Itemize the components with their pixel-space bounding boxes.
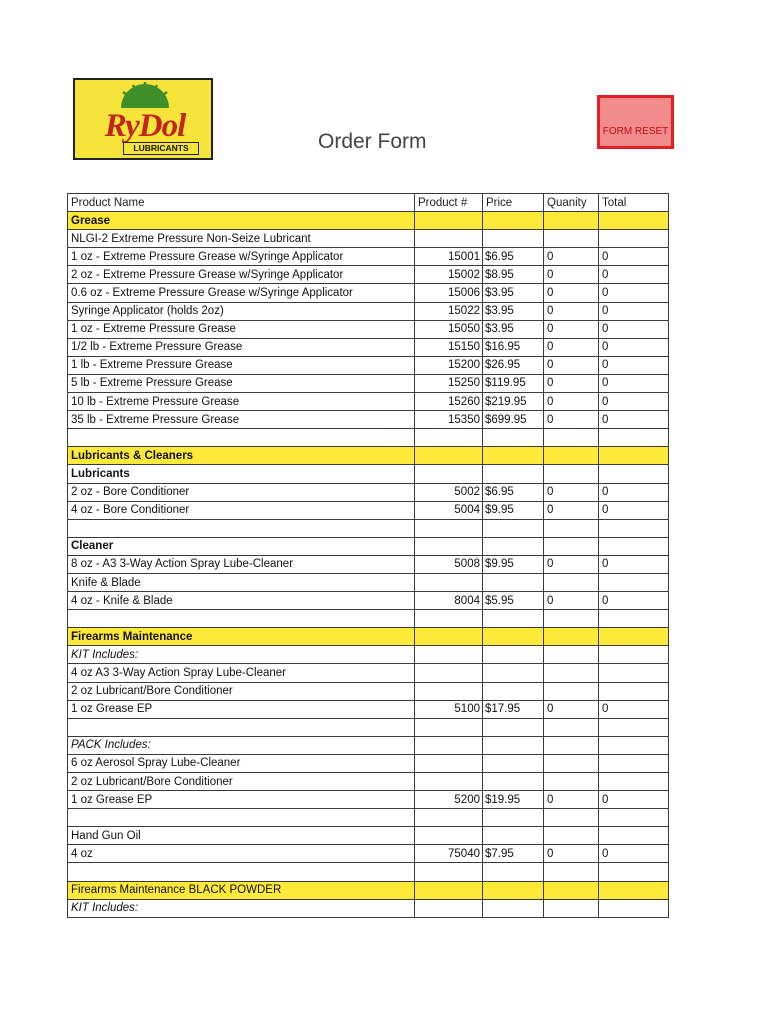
product-name: 35 lb - Extreme Pressure Grease xyxy=(68,411,415,429)
empty-cell xyxy=(415,610,483,628)
empty-cell xyxy=(544,773,599,791)
row-label: Knife & Blade xyxy=(68,573,415,591)
table-row xyxy=(68,573,669,591)
quantity-field[interactable]: 0 xyxy=(544,356,599,374)
empty-cell xyxy=(483,610,544,628)
empty-cell xyxy=(483,519,544,537)
product-number: 5100 xyxy=(415,700,483,718)
empty-cell xyxy=(544,519,599,537)
quantity-field[interactable]: 0 xyxy=(544,845,599,863)
table-row xyxy=(68,863,669,881)
empty-cell xyxy=(483,736,544,754)
product-price: $5.95 xyxy=(483,592,544,610)
empty-cell xyxy=(415,881,483,899)
product-price: $699.95 xyxy=(483,411,544,429)
header-price: Price xyxy=(483,194,544,212)
product-number: 8004 xyxy=(415,592,483,610)
quantity-field[interactable]: 0 xyxy=(544,302,599,320)
table-row xyxy=(68,773,669,791)
empty-cell xyxy=(415,646,483,664)
product-number: 15350 xyxy=(415,411,483,429)
product-row xyxy=(68,411,669,429)
empty-cell xyxy=(415,718,483,736)
product-name: 5 lb - Extreme Pressure Grease xyxy=(68,374,415,392)
empty-cell xyxy=(599,465,669,483)
total-value: 0 xyxy=(599,555,669,573)
empty-cell xyxy=(544,664,599,682)
quantity-field[interactable]: 0 xyxy=(544,483,599,501)
total-value: 0 xyxy=(599,248,669,266)
product-price: $3.95 xyxy=(483,284,544,302)
product-row xyxy=(68,284,669,302)
empty-cell xyxy=(599,429,669,447)
section-header-row xyxy=(68,881,669,899)
empty-cell xyxy=(599,827,669,845)
product-row xyxy=(68,338,669,356)
total-value: 0 xyxy=(599,266,669,284)
product-row xyxy=(68,302,669,320)
empty-cell xyxy=(415,863,483,881)
quantity-field[interactable]: 0 xyxy=(544,791,599,809)
empty-cell xyxy=(599,537,669,555)
product-price: $26.95 xyxy=(483,356,544,374)
product-price: $9.95 xyxy=(483,555,544,573)
quantity-field[interactable]: 0 xyxy=(544,374,599,392)
kit-label-row xyxy=(68,899,669,917)
empty-cell xyxy=(544,628,599,646)
product-row xyxy=(68,393,669,411)
row-label: Cleaner xyxy=(68,537,415,555)
section-header-row xyxy=(68,628,669,646)
row-label: PACK Includes: xyxy=(68,736,415,754)
empty-cell xyxy=(599,646,669,664)
empty-cell xyxy=(483,628,544,646)
product-number: 15250 xyxy=(415,374,483,392)
table-row xyxy=(68,230,669,248)
quantity-field[interactable]: 0 xyxy=(544,320,599,338)
product-row xyxy=(68,266,669,284)
order-table xyxy=(67,193,669,918)
blank-cell xyxy=(68,429,415,447)
product-name: 1 oz - Extreme Pressure Grease xyxy=(68,320,415,338)
total-value: 0 xyxy=(599,320,669,338)
product-number: 5008 xyxy=(415,555,483,573)
empty-cell xyxy=(483,429,544,447)
empty-cell xyxy=(415,628,483,646)
product-price: $19.95 xyxy=(483,791,544,809)
empty-cell xyxy=(483,465,544,483)
table-header-row xyxy=(68,194,669,212)
product-name: 1 oz - Extreme Pressure Grease w/Syringe Applicator xyxy=(68,248,415,266)
quantity-field[interactable]: 0 xyxy=(544,266,599,284)
total-value: 0 xyxy=(599,338,669,356)
total-value: 0 xyxy=(599,845,669,863)
product-name: 4 oz xyxy=(68,845,415,863)
empty-cell xyxy=(599,447,669,465)
quantity-field[interactable]: 0 xyxy=(544,592,599,610)
empty-cell xyxy=(483,212,544,230)
kit-label-row xyxy=(68,646,669,664)
empty-cell xyxy=(415,447,483,465)
empty-cell xyxy=(599,230,669,248)
row-label: Lubricants xyxy=(68,465,415,483)
quantity-field[interactable]: 0 xyxy=(544,248,599,266)
row-label: Grease xyxy=(68,212,415,230)
empty-cell xyxy=(599,628,669,646)
empty-cell xyxy=(599,610,669,628)
empty-cell xyxy=(415,736,483,754)
empty-cell xyxy=(599,863,669,881)
total-value: 0 xyxy=(599,700,669,718)
product-price: $3.95 xyxy=(483,302,544,320)
empty-cell xyxy=(483,646,544,664)
total-value: 0 xyxy=(599,356,669,374)
empty-cell xyxy=(599,212,669,230)
empty-cell xyxy=(544,682,599,700)
product-number: 15002 xyxy=(415,266,483,284)
empty-cell xyxy=(483,754,544,772)
empty-cell xyxy=(599,809,669,827)
rydol-logo xyxy=(73,78,213,160)
empty-cell xyxy=(544,718,599,736)
empty-cell xyxy=(599,899,669,917)
product-name: 4 oz - Bore Conditioner xyxy=(68,501,415,519)
empty-cell xyxy=(415,537,483,555)
row-label: Hand Gun Oil xyxy=(68,827,415,845)
empty-cell xyxy=(415,429,483,447)
empty-cell xyxy=(599,573,669,591)
subsection-row xyxy=(68,465,669,483)
product-price: $17.95 xyxy=(483,700,544,718)
product-price: $8.95 xyxy=(483,266,544,284)
product-name: 10 lb - Extreme Pressure Grease xyxy=(68,393,415,411)
empty-cell xyxy=(415,573,483,591)
form-reset-button[interactable]: FORM RESET xyxy=(597,95,674,149)
empty-cell xyxy=(544,447,599,465)
empty-cell xyxy=(599,682,669,700)
product-number: 15150 xyxy=(415,338,483,356)
empty-cell xyxy=(415,664,483,682)
empty-cell xyxy=(483,899,544,917)
empty-cell xyxy=(544,646,599,664)
blank-cell xyxy=(68,718,415,736)
empty-cell xyxy=(483,718,544,736)
empty-cell xyxy=(599,664,669,682)
row-label: Firearms Maintenance BLACK POWDER xyxy=(68,881,415,899)
empty-cell xyxy=(544,809,599,827)
table-row xyxy=(68,610,669,628)
product-name: 2 oz - Extreme Pressure Grease w/Syringe Applicator xyxy=(68,266,415,284)
row-label: Lubricants & Cleaners xyxy=(68,447,415,465)
empty-cell xyxy=(415,230,483,248)
empty-cell xyxy=(599,773,669,791)
empty-cell xyxy=(415,899,483,917)
empty-cell xyxy=(415,773,483,791)
table-row xyxy=(68,754,669,772)
row-label: 2 oz Lubricant/Bore Conditioner xyxy=(68,773,415,791)
product-name: 8 oz - A3 3-Way Action Spray Lube-Cleaner xyxy=(68,555,415,573)
header-product-number: Product # xyxy=(415,194,483,212)
table-row xyxy=(68,718,669,736)
product-number: 75040 xyxy=(415,845,483,863)
empty-cell xyxy=(544,465,599,483)
product-price: $9.95 xyxy=(483,501,544,519)
product-row xyxy=(68,248,669,266)
product-name: 0.6 oz - Extreme Pressure Grease w/Syringe Applicator xyxy=(68,284,415,302)
quantity-field[interactable]: 0 xyxy=(544,393,599,411)
empty-cell xyxy=(415,809,483,827)
product-number: 5004 xyxy=(415,501,483,519)
empty-cell xyxy=(544,754,599,772)
quantity-field[interactable]: 0 xyxy=(544,700,599,718)
blank-cell xyxy=(68,863,415,881)
empty-cell xyxy=(544,863,599,881)
empty-cell xyxy=(415,212,483,230)
empty-cell xyxy=(483,809,544,827)
empty-cell xyxy=(483,664,544,682)
empty-cell xyxy=(415,754,483,772)
empty-cell xyxy=(544,610,599,628)
table-row xyxy=(68,429,669,447)
empty-cell xyxy=(483,682,544,700)
subsection-row xyxy=(68,537,669,555)
product-name: Syringe Applicator (holds 2oz) xyxy=(68,302,415,320)
table-row xyxy=(68,664,669,682)
empty-cell xyxy=(544,212,599,230)
product-row xyxy=(68,555,669,573)
product-price: $219.95 xyxy=(483,393,544,411)
total-value: 0 xyxy=(599,284,669,302)
empty-cell xyxy=(415,465,483,483)
row-label: 2 oz Lubricant/Bore Conditioner xyxy=(68,682,415,700)
product-row xyxy=(68,483,669,501)
quantity-field[interactable]: 0 xyxy=(544,284,599,302)
product-number: 15050 xyxy=(415,320,483,338)
empty-cell xyxy=(415,519,483,537)
total-value: 0 xyxy=(599,501,669,519)
product-number: 15006 xyxy=(415,284,483,302)
empty-cell xyxy=(544,537,599,555)
empty-cell xyxy=(483,573,544,591)
product-row xyxy=(68,791,669,809)
empty-cell xyxy=(483,827,544,845)
product-price: $6.95 xyxy=(483,248,544,266)
product-number: 15260 xyxy=(415,393,483,411)
total-value: 0 xyxy=(599,393,669,411)
product-row xyxy=(68,374,669,392)
empty-cell xyxy=(544,736,599,754)
product-number: 15001 xyxy=(415,248,483,266)
empty-cell xyxy=(599,519,669,537)
empty-cell xyxy=(483,881,544,899)
header-quantity: Quanity xyxy=(544,194,599,212)
logo-subtitle: LUBRICANTS xyxy=(123,142,199,155)
empty-cell xyxy=(599,736,669,754)
empty-cell xyxy=(415,682,483,700)
product-price: $6.95 xyxy=(483,483,544,501)
row-label: Firearms Maintenance xyxy=(68,628,415,646)
table-row xyxy=(68,682,669,700)
empty-cell xyxy=(483,863,544,881)
row-label: 6 oz Aerosol Spray Lube-Cleaner xyxy=(68,754,415,772)
product-name: 1 oz Grease EP xyxy=(68,700,415,718)
row-label: 4 oz A3 3-Way Action Spray Lube-Cleaner xyxy=(68,664,415,682)
empty-cell xyxy=(483,773,544,791)
logo-brand-name: RyDol xyxy=(104,108,186,144)
blank-cell xyxy=(68,519,415,537)
empty-cell xyxy=(599,718,669,736)
total-value: 0 xyxy=(599,483,669,501)
product-price: $7.95 xyxy=(483,845,544,863)
product-row xyxy=(68,700,669,718)
total-value: 0 xyxy=(599,302,669,320)
product-number: 15022 xyxy=(415,302,483,320)
empty-cell xyxy=(544,899,599,917)
empty-cell xyxy=(544,573,599,591)
total-value: 0 xyxy=(599,791,669,809)
empty-cell xyxy=(544,429,599,447)
product-row xyxy=(68,845,669,863)
total-value: 0 xyxy=(599,411,669,429)
table-row xyxy=(68,809,669,827)
empty-cell xyxy=(483,537,544,555)
quantity-field[interactable]: 0 xyxy=(544,501,599,519)
product-number: 15200 xyxy=(415,356,483,374)
product-price: $3.95 xyxy=(483,320,544,338)
product-row xyxy=(68,501,669,519)
product-row xyxy=(68,320,669,338)
page-title: Order Form xyxy=(318,130,427,153)
empty-cell xyxy=(544,827,599,845)
row-label: KIT Includes: xyxy=(68,646,415,664)
table-row xyxy=(68,827,669,845)
product-row xyxy=(68,356,669,374)
quantity-field[interactable]: 0 xyxy=(544,338,599,356)
row-label: NLGI-2 Extreme Pressure Non-Seize Lubricant xyxy=(68,230,415,248)
empty-cell xyxy=(415,827,483,845)
empty-cell xyxy=(544,881,599,899)
header-total: Total xyxy=(599,194,669,212)
quantity-field[interactable]: 0 xyxy=(544,411,599,429)
total-value: 0 xyxy=(599,374,669,392)
product-price: $119.95 xyxy=(483,374,544,392)
empty-cell xyxy=(599,881,669,899)
blank-cell xyxy=(68,610,415,628)
table-row xyxy=(68,519,669,537)
section-header-row xyxy=(68,212,669,230)
product-name: 4 oz - Knife & Blade xyxy=(68,592,415,610)
quantity-field[interactable]: 0 xyxy=(544,555,599,573)
empty-cell xyxy=(483,447,544,465)
product-row xyxy=(68,592,669,610)
header-product-name: Product Name xyxy=(68,194,415,212)
section-header-row xyxy=(68,447,669,465)
product-price: $16.95 xyxy=(483,338,544,356)
empty-cell xyxy=(544,230,599,248)
row-label: KIT Includes: xyxy=(68,899,415,917)
product-number: 5200 xyxy=(415,791,483,809)
empty-cell xyxy=(483,230,544,248)
product-name: 1 oz Grease EP xyxy=(68,791,415,809)
product-name: 1 lb - Extreme Pressure Grease xyxy=(68,356,415,374)
empty-cell xyxy=(599,754,669,772)
product-number: 5002 xyxy=(415,483,483,501)
kit-label-row xyxy=(68,736,669,754)
blank-cell xyxy=(68,809,415,827)
total-value: 0 xyxy=(599,592,669,610)
product-name: 1/2 lb - Extreme Pressure Grease xyxy=(68,338,415,356)
product-name: 2 oz - Bore Conditioner xyxy=(68,483,415,501)
